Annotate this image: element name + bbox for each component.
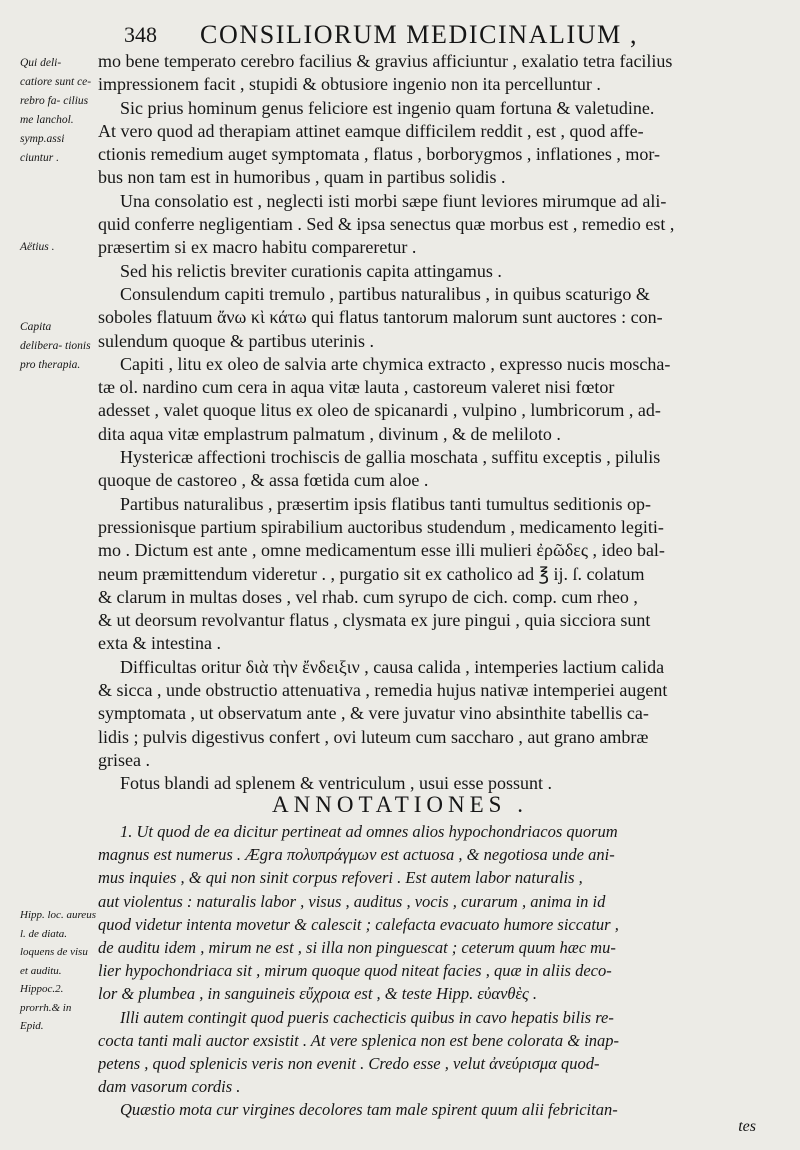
text-line: soboles flatuum ἄνω κὶ κάτω qui flatus tantorum malorum sunt auctores : con- bbox=[98, 307, 663, 328]
section-heading: ANNOTATIONES . bbox=[272, 792, 528, 817]
text-line: neum præmittendum videretur . , purgatio sit ex catholico ad ℥ ij. ſ. colatum bbox=[98, 563, 645, 584]
annotation-line: petens , quod splenicis veris non evenit . Credo esse , velut ἀνεύρισμα quod- bbox=[98, 1053, 600, 1073]
margin-note-hipp: Hipp. loc. aureus l. de diata. loquens de visu et auditu. Hippoc.2. prorrh.& in Epid. bbox=[20, 909, 96, 1032]
text-line: Difficultas oritur διὰ τὴν ἔνδειξιν , causa calida , intemperies lactium calida bbox=[120, 656, 665, 677]
annotation-line: cocta tanti mali auctor exsistit . At vere splenica non est bene colorata & inap- bbox=[98, 1030, 620, 1050]
annotation-line: lor & plumbea , in sanguineis εὔχροια est , & teste Hipp. εὐανθὲς . bbox=[98, 984, 537, 1004]
text-line: Sic prius hominum genus feliciore est ingenio quam fortuna & valetudine. bbox=[120, 97, 655, 118]
text-line: exta & intestina . bbox=[98, 633, 221, 654]
text-line: Hystericæ affectioni trochiscis de gallia moschata , suffitu exceptis , pilulis bbox=[120, 447, 661, 468]
margin-note-qui: Qui deli- catiore sunt ce- rebro fa- cilius me lanchol. symp.assi ciuntur . bbox=[20, 57, 92, 164]
annotation-line: quod videtur intenta movetur & calescit ; calefacta evacuato humore siccatur , bbox=[98, 914, 619, 934]
text-line: adesset , valet quoque litus ex oleo de spicanardi , vulpino , lumbricorum , ad- bbox=[98, 400, 661, 421]
text-line: Sed his relictis breviter curationis capita attingamus . bbox=[120, 260, 502, 281]
text-line: Partibus naturalibus , præsertim ipsis flatibus tanti tumultus seditionis op- bbox=[120, 493, 651, 514]
annotations bbox=[98, 820, 780, 1121]
running-title: CONSILIORUM MEDICINALIUM , bbox=[200, 20, 639, 49]
margin-note-capita: Capita delibera- tionis pro therapia. bbox=[20, 321, 91, 371]
text-line: tæ ol. nardino cum cera in aqua vitæ lauta , castoreum valeret nisi fœtor bbox=[98, 377, 615, 398]
margin-note-aetius: Aëtius . bbox=[20, 241, 55, 253]
text-line: Fotus blandi ad splenem & ventriculum , usui esse possunt . bbox=[120, 773, 552, 794]
text-line: bus non tam est in humoribus , quam in partibus solidis . bbox=[98, 167, 506, 188]
text-line: sulendum quoque & partibus uterinis . bbox=[98, 330, 374, 351]
annotation-line: 1. Ut quod de ea dicitur pertineat ad omnes alios hypochondriacos quorum bbox=[120, 822, 618, 841]
annotation-line: magnus est numerus . Ægra πολυπράγμων est actuosa , & negotiosa unde ani- bbox=[98, 845, 615, 865]
text-line: Una consolatio est , neglecti isti morbi sæpe fiunt leviores mirumque ad ali- bbox=[120, 190, 667, 211]
annotation-line: Quæstio mota cur virgines decolores tam male spirent quum alii febricitan- bbox=[120, 1100, 618, 1120]
text-line: & sicca , unde obstructio attenuativa , remedia hujus nativæ intemperiei augent bbox=[98, 680, 668, 701]
text-line: grisea . bbox=[98, 749, 150, 770]
text-line: & ut deorsum revolvantur flatus , clysmata ex jure pingui , quia sicciora sunt bbox=[98, 610, 651, 631]
annotation-line: Illi autem contingit quod pueris cachecticis quibus in cavo hepatis bilis re- bbox=[120, 1007, 614, 1027]
text-line: ctionis remedium auget symptomata , flatus , borborygmos , inflationes , mor- bbox=[98, 144, 661, 165]
catchword: tes bbox=[738, 1118, 756, 1135]
annotation-line: mus inquies , & qui non sinit corpus refoveri . Est autem labor naturalis , bbox=[98, 868, 583, 888]
annotation-line: aut violentus : naturalis labor , visus , auditus , vocis , curarum , anima in id bbox=[98, 891, 606, 911]
page-header bbox=[0, 18, 800, 52]
annotation-line: de auditu idem , mirum ne est , si illa non pinguescat ; ceterum quum hæc mu- bbox=[98, 937, 616, 957]
text-line: Consulendum capiti tremulo , partibus naturalibus , in quibus scaturigo & bbox=[120, 283, 650, 304]
text-line: pressionisque partium spirabilium auctoribus studendum , medicamento legiti- bbox=[98, 516, 664, 537]
text-line: dita aqua vitæ emplastrum palmatum , divinum , & de meliloto . bbox=[98, 423, 561, 444]
text-line: præsertim si ex macro habitu compareretur . bbox=[98, 237, 417, 258]
annotation-line: lier hypochondriaca sit , mirum quoque quod niteat facies , quæ in aliis deco- bbox=[98, 961, 612, 981]
text-line: Capiti , litu ex oleo de salvia arte chymica extracto , expresso nucis moscha- bbox=[120, 353, 671, 374]
text-line: mo . Dictum est ante , omne medicamentum esse illi mulieri ἐρῶδες , ideo bal- bbox=[98, 540, 665, 561]
annotation-line: dam vasorum cordis . bbox=[98, 1077, 241, 1097]
text-line: At vero quod ad therapiam attinet eamque difficilem reddit , est , quod affe- bbox=[98, 120, 644, 141]
text-line: mo bene temperato cerebro facilius & gravius afficiuntur , exalatio tetra facilius bbox=[98, 51, 673, 71]
text-line: impressionem facit , stupidi & obtusiore ingenio non ita percelluntur . bbox=[98, 74, 601, 95]
text-line: quid conferre negligentiam . Sed & ipsa senectus quæ morbus est , remedio est , bbox=[98, 214, 675, 235]
text-line: quoque de castoreo , & assa fœtida cum aloe . bbox=[98, 470, 429, 491]
text-line: lidis ; pulvis digestivus confert , ovi luteum cum saccharo , aut grano ambræ bbox=[98, 726, 649, 747]
page-number: 348 bbox=[124, 22, 157, 47]
text-line: & clarum in multas doses , vel rhab. cum syrupo de cich. comp. cum rheo , bbox=[98, 586, 638, 607]
text-line: symptomata , ut observatum ante , & vere juvatur vino absinthite tabellis ca- bbox=[98, 703, 649, 724]
body-text bbox=[98, 50, 780, 796]
